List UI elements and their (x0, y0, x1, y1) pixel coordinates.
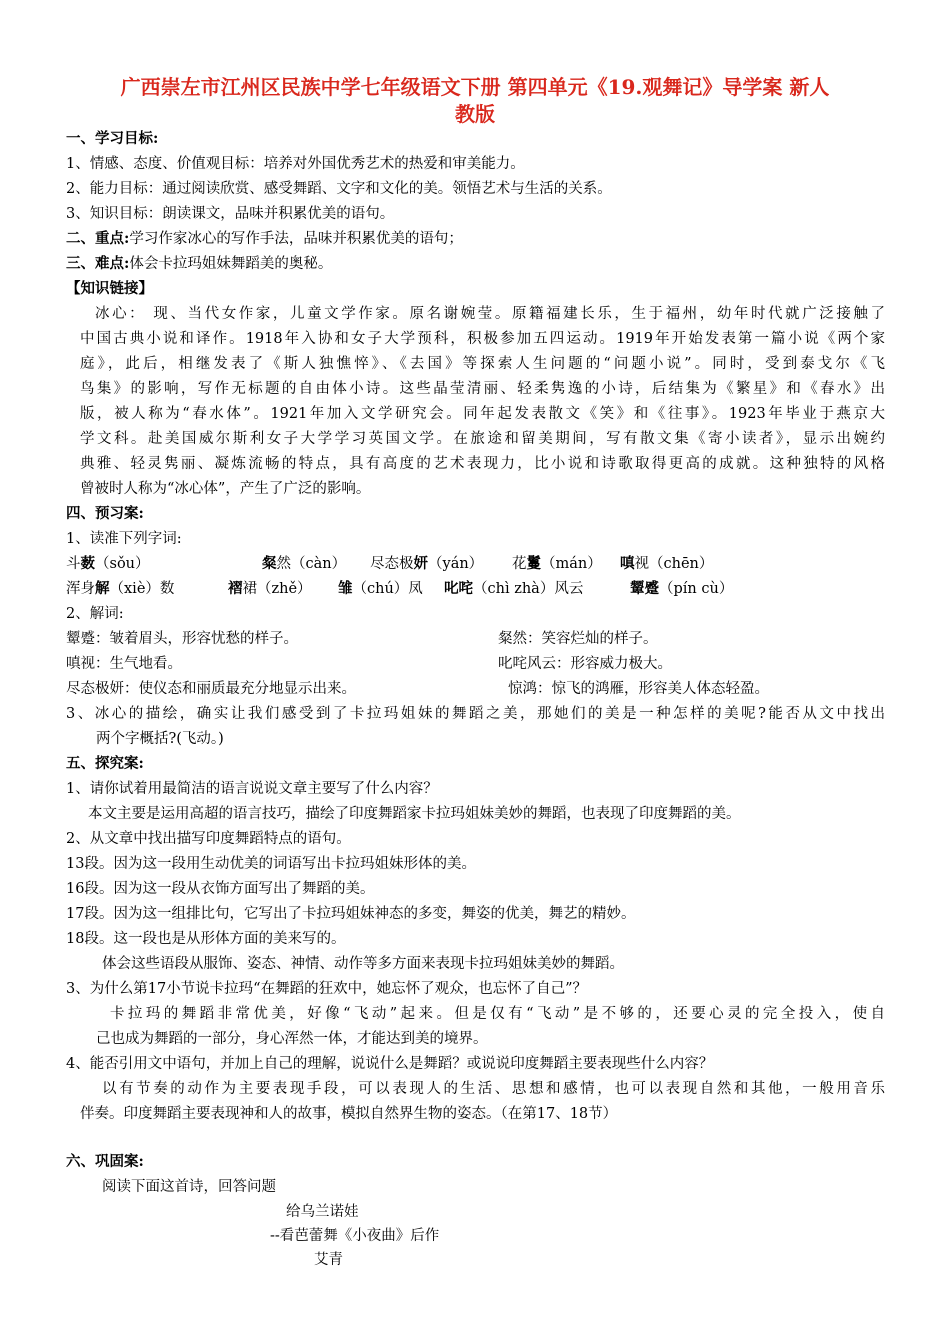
title-line-2: 教版 (455, 102, 495, 126)
key-point-text: 学习作家冰心的写作手法，品味并积累优美的语句； (129, 231, 463, 247)
explore-answer: 本文主要是运用高超的语言技巧，描绘了印度舞蹈家卡拉玛姐妹美妙的舞蹈，也表现了印度舞蹈的美。 (88, 806, 741, 822)
word-item: 褶裙（zhě） (228, 580, 312, 597)
explore-answer: 体会这些语段从服饰、姿态、神情、动作等多方面来表现卡拉玛姐妹美妙的舞蹈。 (102, 956, 624, 972)
section-heading-key: 二、重点: (66, 230, 130, 247)
definition-item: 嗔视：生气地看。 (66, 656, 182, 672)
explore-answer: 18段。这一段也是从形体方面的美来写的。 (66, 931, 346, 947)
knowledge-line-6: 学文科。赴美国威尔斯利女子大学学习英国文学。在旅途和留美期间，写有散文集《寄小读者》，显示出婉约 (80, 431, 885, 447)
explore-answer: 己也成为舞蹈的一部分，身心浑然一体，才能达到美的境界。 (96, 1031, 488, 1047)
explore-answer: 16段。因为这一段从衣饰方面写出了舞蹈的美。 (66, 881, 375, 897)
explore-answer: 卡拉玛的舞蹈非常优美，好像“飞动”起来。但是仅有“飞动”是不够的，还要心灵的完全投入，使自 (110, 1006, 885, 1022)
word-item: 叱咤（chì zhà）风云 (444, 580, 584, 597)
difficulty-line (66, 254, 332, 274)
poem-intro: 阅读下面这首诗，回答问题 (102, 1179, 276, 1195)
section-heading-knowledge-link: 【知识链接】 (66, 280, 153, 297)
definition-item: 叱咤风云：形容威力极大。 (498, 656, 672, 672)
word-item: 花鬘（mán） (512, 555, 602, 572)
explore-answer: 13段。因为这一段用生动优美的词语写出卡拉玛姐妹形体的美。 (66, 856, 476, 872)
poem-title: 给乌兰诺娃 (286, 1204, 359, 1220)
explore-question: 2、从文章中找出描写印度舞蹈特点的语句。 (66, 831, 351, 847)
preview-question-2: 2、解词: (66, 606, 124, 622)
section-heading-consolidate: 六、巩固案: (66, 1153, 144, 1170)
word-item: 嗔视（chēn） (620, 555, 714, 572)
word-item: 浑身解（xiè）数 (66, 580, 175, 597)
title-line-1: 广西崇左市江州区民族中学七年级语文下册 第四单元《19.观舞记》导学案 新人 (120, 75, 830, 99)
section-heading-goals: 一、学习目标: (66, 130, 159, 147)
knowledge-line-4: 鸟集》的影响，写作无标题的自由体小诗。这些晶莹清丽、轻柔隽逸的小诗，后结集为《繁星》和《春水》出 (80, 381, 885, 397)
section-heading-explore: 五、探究案: (66, 755, 144, 772)
poem-subtitle: --看芭蕾舞《小夜曲》后作 (270, 1228, 440, 1244)
section-heading-difficulty: 三、难点: (66, 255, 130, 272)
preview-question-1: 1、读准下列字词: (66, 531, 182, 547)
explore-question: 3、为什么第17小节说卡拉玛“在舞蹈的狂欢中，她忘怀了观众，也忘怀了自己”？ (66, 981, 587, 997)
goal-item-1: 1、情感、态度、价值观目标：培养对外国优秀艺术的热爱和审美能力。 (66, 156, 525, 172)
difficulty-text: 体会卡拉玛姐妹舞蹈美的奥秘。 (129, 256, 333, 272)
definition-item: 尽态极妍：使仪态和丽质最充分地显示出来。 (66, 681, 356, 697)
definition-item: 惊鸿：惊飞的鸿雁，形容美人体态轻盈。 (508, 681, 769, 697)
goal-item-3: 3、知识目标：朗读课文，品味并积累优美的语句。 (66, 206, 395, 222)
explore-answer: 伴奏。印度舞蹈主要表现神和人的故事，模拟自然界生物的姿态。（在第17、18节） (80, 1106, 618, 1122)
knowledge-line-5: 版，被人称为“春水体”。1921年加入文学研究会。同年起发表散文《笑》和《往事》。1923年毕业于燕京大 (80, 406, 885, 422)
knowledge-line-1: 冰心： 现、当代女作家，儿童文学作家。原名谢婉莹。原籍福建长乐，生于福州，幼年时代就广泛接触了 (95, 306, 885, 322)
explore-answer: 以有节奏的动作为主要表现手段，可以表现人的生活、思想和感情，也可以表现自然和其他，一般用音乐 (102, 1081, 885, 1097)
preview-question-3-cont: 两个字概括?(飞动。) (96, 731, 224, 747)
definition-item: 粲然：笑容烂灿的样子。 (498, 631, 658, 647)
knowledge-line-8: 曾被时人称为“冰心体”，产生了广泛的影响。 (80, 481, 371, 497)
word-item: 粲然（càn） (262, 555, 347, 572)
word-item: 斗薮（sǒu） (66, 555, 150, 572)
poem-author: 艾青 (314, 1252, 343, 1268)
knowledge-line-2: 中国古典小说和译作。1918年入协和女子大学预科，积极参加五四运动。1919年开始发表第一篇小说《两个家 (80, 331, 885, 347)
knowledge-line-3: 庭》，此后，相继发表了《斯人独憔悴》、《去国》等探索人生问题的“问题小说”。同时，受到泰戈尔《飞 (80, 356, 885, 372)
goal-item-2: 2、能力目标：通过阅读欣赏、感受舞蹈、文字和文化的美。领悟艺术与生活的关系。 (66, 181, 612, 197)
preview-question-3: 3、冰心的描绘，确实让我们感受到了卡拉玛姐妹的舞蹈之美，那她们的美是一种怎样的美呢?能否从文中找出 (66, 706, 885, 722)
explore-question: 4、能否引用文中语句，并加上自己的理解，说说什么是舞蹈？或说说印度舞蹈主要表现些什么内容？ (66, 1056, 714, 1072)
explore-answer: 17段。因为这一组排比句，它写出了卡拉玛姐妹神态的多变，舞姿的优美，舞艺的精妙。 (66, 906, 636, 922)
key-point-line (66, 229, 463, 249)
word-item: 颦蹙（pín cù） (630, 580, 734, 597)
word-item: 雏（chú）凤 (338, 580, 423, 597)
section-heading-preview: 四、预习案: (66, 505, 144, 522)
definition-item: 颦蹙：皱着眉头，形容忧愁的样子。 (66, 631, 298, 647)
document-title (60, 74, 890, 128)
word-item: 尽态极妍（yán） (370, 555, 484, 572)
knowledge-line-7: 典雅、轻灵隽丽、凝炼流畅的特点，具有高度的艺术表现力，比小说和诗歌取得更高的成就。这种独特的风格 (80, 456, 885, 472)
explore-question: 1、请你试着用最简洁的语言说说文章主要写了什么内容？ (66, 781, 438, 797)
